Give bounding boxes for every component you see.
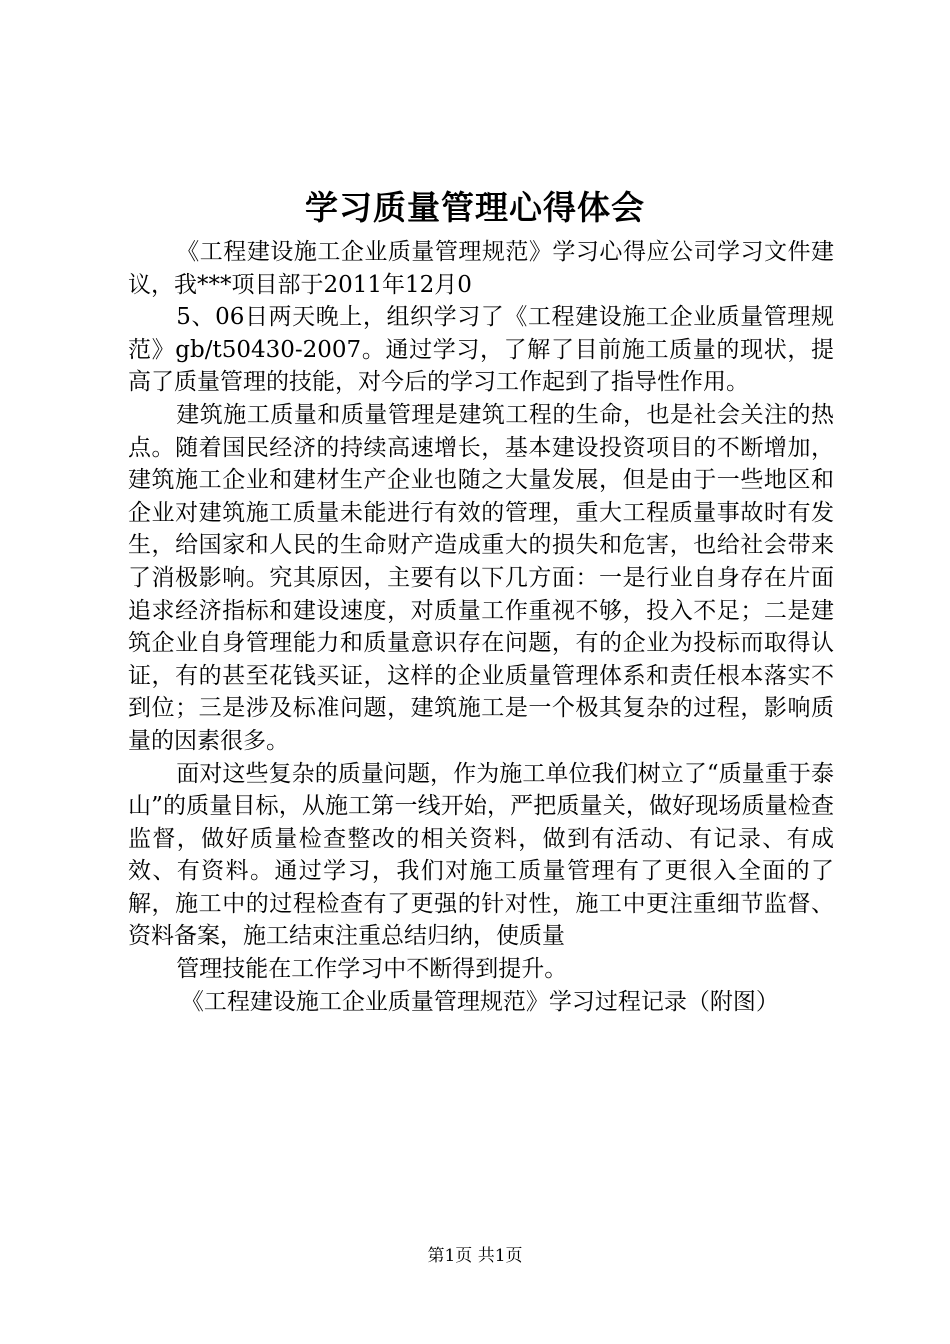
paragraph-study-session: 5、06日两天晚上，组织学习了《工程建设施工企业质量管理规范》gb/t50430-2007。通过学习，了解了目前施工质量的现状，提高了质量管理的技能，对今后的学习工作起到了指导性作用。 bbox=[128, 304, 834, 396]
paragraph-intro: 《工程建设施工企业质量管理规范》学习心得应公司学习文件建议，我***项目部于2011年12月0 bbox=[128, 239, 834, 298]
paragraph-attachment-caption: 《工程建设施工企业质量管理规范》学习过程记录（附图） bbox=[180, 988, 779, 1015]
document-body bbox=[128, 236, 834, 1018]
paragraph-conclusion: 管理技能在工作学习中不断得到提升。 bbox=[176, 956, 568, 983]
paragraph-measures: 面对这些复杂的质量问题，作为施工单位我们树立了“质量重于泰山”的质量目标，从施工第一线开始，严把质量关，做好现场质量检查监督，做好质量检查整改的相关资料，做到有活动、有记录、有成效、有资料。通过学习，我们对施工质量管理有了更很入全面的了解，施工中的过程检查有了更强的针对性，施工中更注重细节监督、资料备案，施工结束注重总结归纳，使质量 bbox=[128, 760, 834, 950]
document-title: 学习质量管理心得体会 bbox=[305, 188, 645, 227]
paragraph-background: 建筑施工质量和质量管理是建筑工程的生命，也是社会关注的热点。随着国民经济的持续高速增长，基本建设投资项目的不断增加，建筑施工企业和建材生产企业也随之大量发展，但是由于一些地区和企业对建筑施工质量未能进行有效的管理，重大工程质量事故时有发生，给国家和人民的生命财产造成重大的损失和危害，也给社会带来了消极影响。究其原因，主要有以下几方面：一是行业自身存在片面追求经济指标和建设速度，对质量工作重视不够，投入不足；二是建筑企业自身管理能力和质量意识存在问题，有的企业为投标而取得认证，有的甚至花钱买证，这样的企业质量管理体系和责任根本落实不到位；三是涉及标准问题，建筑施工是一个极其复杂的过程，影响质量的因素很多。 bbox=[128, 401, 834, 754]
page-footer: 第1页 共1页 bbox=[427, 1246, 523, 1266]
